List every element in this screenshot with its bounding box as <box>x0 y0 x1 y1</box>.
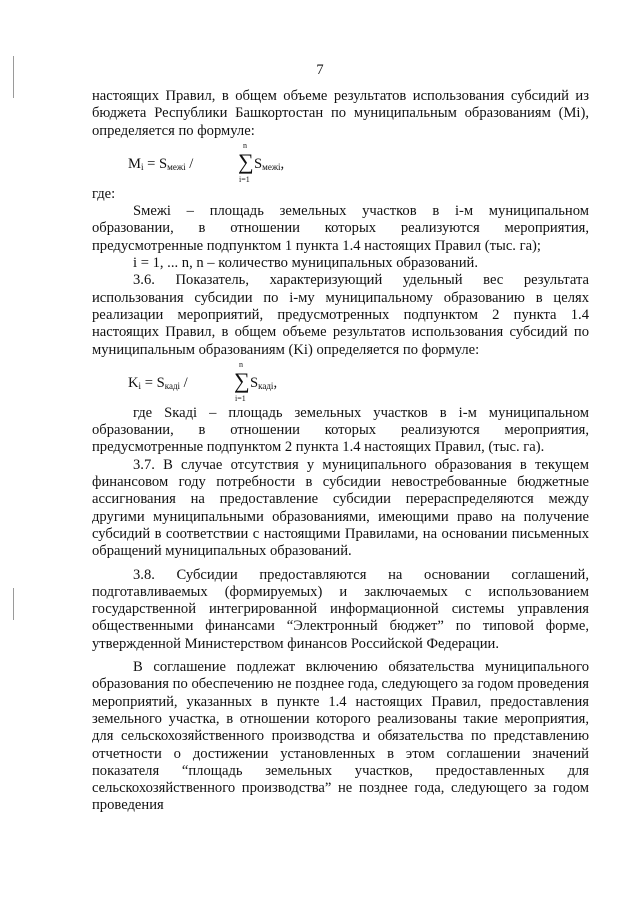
sum-upper-limit: n <box>239 359 243 369</box>
paragraph-where: где: <box>92 185 116 202</box>
formula-lhs: $K_i = S_{кадi}$ / <box>128 374 188 391</box>
paragraph: настоящих Правил, в общем объеме результатов использования субсидий из бюджета Республики Башкортостан по муниципальным образованиям (Mi), определяется по формуле: <box>92 88 589 139</box>
document-body <box>92 88 589 815</box>
sum-lower-limit: i=1 <box>239 174 250 184</box>
paragraph: 3.6. Показатель, характеризующий удельный вес результата использования субсидии по i-му муниципальному образованию в целях реализации мероприятий, предусмотренных подпунктом 2 пункта 1.4 настоящих Правил, в общем объеме результатов использования субсидий по муниципальным образованиям (Ki) определяется по формуле: <box>92 272 589 358</box>
paragraph: 3.7. В случае отсутствия у муниципального образования в текущем финансовом году потребности в субсидии невостребованные бюджетные ассигнования на предоставление субсидии перераспределяются между другими муниципальными образованиями, имеющими право на получение субсидий в соответствии с настоящими Правилами, на основании письменных обращений муниципальных образований. <box>92 456 589 560</box>
paragraph: Sмежі – площадь земельных участков в i-м муниципальном образовании, в отношении которых реализуются мероприятия, предусмотренные подпунктом 1 пункта 1.4 настоящих Правил (тыс. га); <box>92 203 589 254</box>
paragraph: В соглашение подлежат включению обязательства муниципального образования по обеспечению не позднее года, следующего за годом проведения мероприятий, указанных в пункте 1.4 настоящих Правил, предоставления земельного участка, в отношении которого реализованы такие мероприятия, для сельскохозяйственного производства и обязательства по представлению отчетности о достижении установленных в этом соглашении значений показателя “площадь земельных участков, предоставленных для сельскохозяйственного производства” не позднее года, следующего за годом проведения <box>92 659 589 814</box>
formula-lhs: $M_i = S_{межі}$ / <box>128 155 194 172</box>
formula-mi <box>92 140 589 186</box>
formula-rhs: $S_{межі}$, <box>254 155 285 172</box>
sum-lower-limit: i=1 <box>235 393 246 403</box>
sum-upper-limit: n <box>243 140 247 150</box>
sum-sign: ∑ <box>238 148 254 174</box>
page-number: 7 <box>316 62 324 78</box>
paragraph: i = 1, ... n, n – количество муниципальных образований. <box>133 255 478 272</box>
paragraph: 3.8. Субсидии предоставляются на основании соглашений, подготавливаемых (формируемых) и заключаемых с использованием государственной интегрированной информационной системы управления общественными финансами “Электронный бюджет” по типовой форме, утвержденной Министерством финансов Российской Федерации. <box>92 566 589 652</box>
scan-edge-mark <box>13 588 14 620</box>
sum-sign: ∑ <box>234 367 250 393</box>
paragraph: где Sкадi – площадь земельных участков в i-м муниципальном образовании, в отношении которых реализуются мероприятия, предусмотренные подпунктом 2 пункта 1.4 настоящих Правил, (тыс. га). <box>92 404 589 456</box>
formula-ki <box>92 359 589 405</box>
formula-rhs: $S_{кадi}$, <box>250 374 278 391</box>
